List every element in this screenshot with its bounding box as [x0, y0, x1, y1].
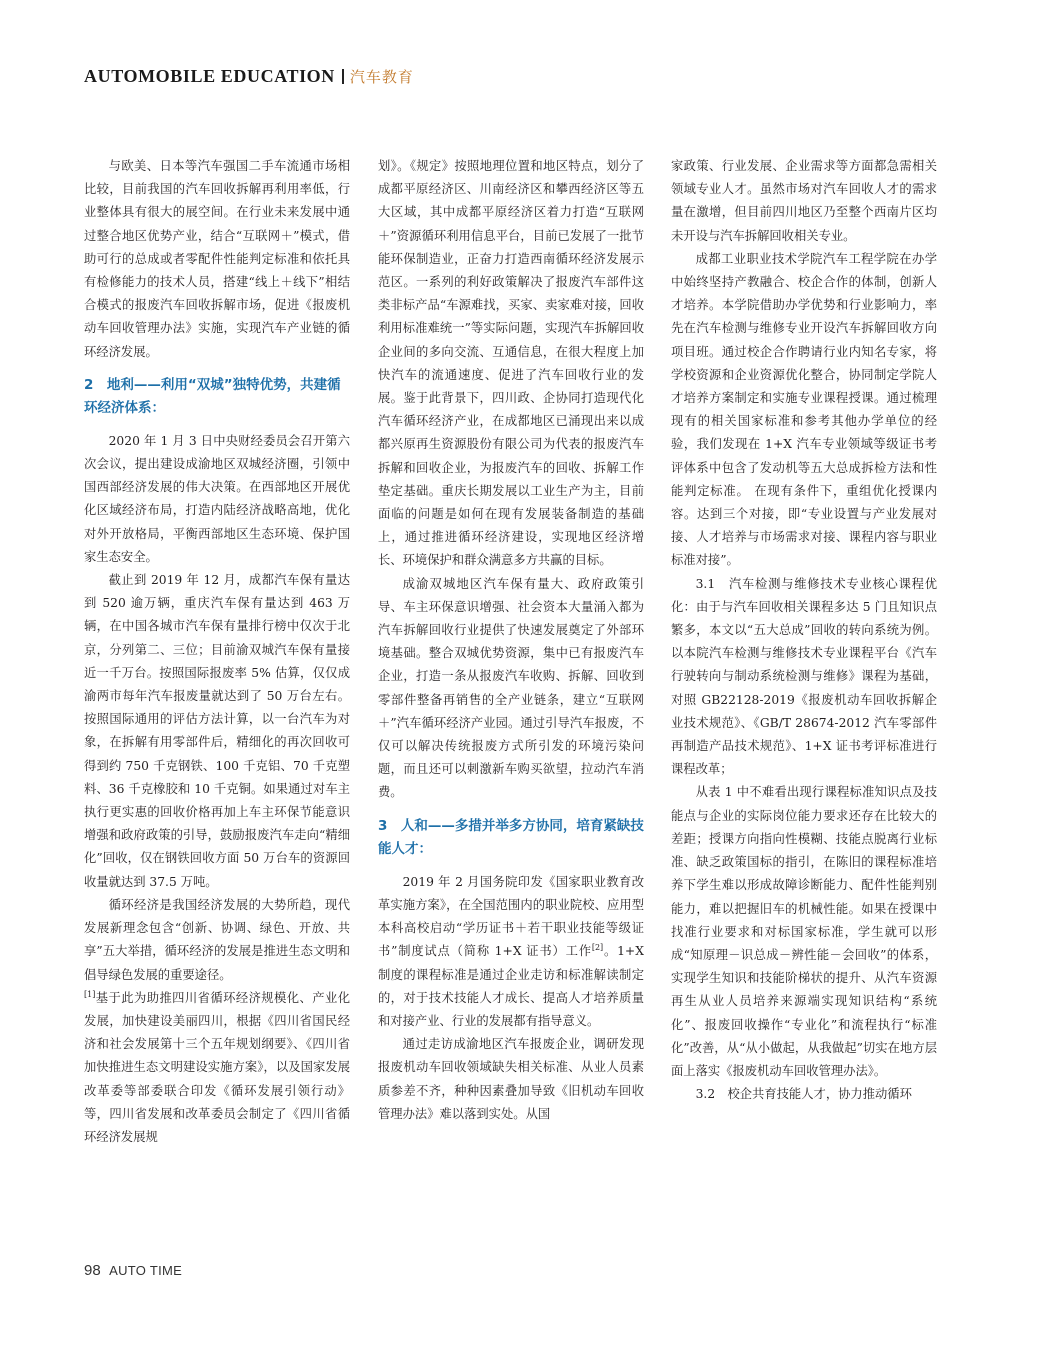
- paragraph-text: 2019 年 2 月国务院印发《国家职业教育改革实施方案》，在全国范围内的职业院校、应用型本科高校启动“学历证书＋若干职业技能等级证书”制度试点（简称 1+X 证书）工作: [378, 874, 644, 959]
- running-header: [84, 64, 414, 88]
- page-number: 98: [84, 1262, 101, 1279]
- paragraph: 成都工业职业技术学院汽车工程学院在办学中始终坚持产教融合、校企合作的体制，创新人才培养。本学院借助办学优势和行业影响力，率先在汽车检测与维修专业开设汽车拆解回收方向项目班。通过校企合作聘请行业内知名专家，将学校资源和企业资源优化整合，协同制定学院人才培养方案制定和实施专业课程授课。通过梳理现有的相关国家标准和参考其他办学单位的经验，我们发现在 1+X 汽车专业领域等级证书考评体系中包含了发动机等五大总成拆检方法和性能判定标准。 在现有条件下，重组优化授课内容。达到三个对接，即“专业设置与产业发展对接、人才培养与市场需求对接、课程内容与职业标准对接”。: [671, 251, 937, 568]
- paragraph: 与欧美、日本等汽车强国二手车流通市场相比较，目前我国的汽车回收拆解再利用率低，行业整体具有很大的展空间。在行业未来发展中通过整合地区优势产业，结合“互联网＋”模式，借助可行的总成或者零配件性能判定标准和依托具有检修能力的技术人员，搭建“线上＋线下”相结合模式的报废汽车回收拆解市场，促进《报废机动车回收管理办法》实施，实现汽车产业链的循环经济发展。: [84, 159, 350, 359]
- paragraph-continued: 划》。《规定》按照地理位置和地区特点，划分了成都平原经济区、川南经济区和攀西经济区等五大区域，其中成都平原经济区着力打造“互联网＋”资源循环利用信息平台，目前已发展了一批节能环保制造业，正奋力打造西南循环经济发展示范区。一系列的利好政策解决了报废汽车部件这类非标产品“车源难找，买家、卖家难对接，回收利用标准难统一”等实际问题，实现汽车拆解回收企业间的多向交流、互通信息，在很大程度上加快汽车的流通速度、促进了汽车回收行业的发展。鉴于此背景下，四川政、企协同打造现代化汽车循环经济产业，在成都地区已涌现出来以成都兴原再生资源股份有限公司为代表的报废汽车拆解和回收企业，为报废汽车的回收、拆解工作垫定基础。重庆长期发展以工业生产为主，目前面临的问题是如何在现有发展装备制造的基础上，通过推进循环经济建设，实现地区经济增长、环境保护和群众满意多方共赢的目标。: [378, 159, 644, 568]
- paragraph-text: 。1+X 制度的课程标准是通过企业走访和标准解读制定的，对于技术技能人才成长、提高人才培养质量和对接产业、行业的发展都有指导意义。: [378, 944, 644, 1028]
- citation-ref: [2]: [591, 943, 604, 953]
- paragraph: 截止到 2019 年 12 月，成都汽车保有量达到 520 逾万辆，重庆汽车保有量达到 463 万辆，在中国各城市汽车保有量排行榜中仅次于北京，分列第二、三位；目前渝双城汽车保有量接近一千万台。按照国际报废率 5% 估算，仅仅成渝两市每年汽车报废量就达到了 50 万台左右。按照国际通用的评估方法计算，以一台汽车为对象，在拆解有用零部件后，精细化的再次回收可得到约 750 千克钢铁、100 千克铝、70 千克塑料、36 千克橡胶和 10 千克铜。如果通过对车主执行更实惠的回收价格再加上车主环保节能意识增强和政府政策的引导，鼓励报废汽车走向“精细化”回收，仅在钢铁回收方面 50 万台车的资源回收量就达到 37.5 万吨。: [84, 573, 350, 889]
- paragraph-text: 基于此为助推四川省循环经济规模化、产业化发展，加快建设美丽四川，根据《四川省国民经济和社会发展第十三个五年规划纲要》、《四川省加快推进生态文明建设实施方案》，以及国家发展改革委等部委联合印发《循环发展引领行动》等，四川省发展和改革委员会制定了《四川省循环经济发展规: [84, 990, 350, 1144]
- header-title-en: AUTOMOBILE EDUCATION: [84, 65, 335, 86]
- header-divider: [342, 69, 344, 84]
- paragraph: 从表 1 中不难看出现行课程标准知识点及技能点与企业的实际岗位能力要求还存在比较大的差距；授课方向指向性模糊、技能点脱离行业标准、缺乏政策国标的指引，在陈旧的课程标准培养下学生难以形成故障诊断能力、配件性能判别能力，难以把握旧车的机械性能。如果在授课中找准行业要求和对标国家标准，学生就可以形成“知原理－识总成－辨性能－会回收”的体系，实现学生知识和技能阶梯状的提升、从汽车资源再生从业人员培养来源端实现知识结构“系统化”、报废回收操作“专业化”和流程执行“标准化”改善，从“从小做起，从我做起”切实在地方层面上落实《报废机动车回收管理办法》。: [671, 785, 937, 1078]
- paragraph: 2020 年 1 月 3 日中央财经委员会召开第六次会议，提出建设成渝地区双城经济圈，引领中国西部经济发展的伟大决策。在西部地区开展优化区域经济布局，打造内陆经济战略高地，优化对外开放格局，平衡西部地区生态环境、保护国家生态安全。: [84, 433, 350, 564]
- paragraph: 3.2 校企共育技能人才，协力推动循环: [695, 1087, 912, 1102]
- text-column-2: [378, 155, 644, 1205]
- paragraph: 循环经济是我国经济发展的大势所趋，现代发展新理念包含“创新、协调、绿色、开放、共享”五大举措，循环经济的发展是推进生态文明和倡导绿色发展的重要途径。: [84, 897, 350, 982]
- page-footer: [84, 1262, 182, 1280]
- text-column-1: [84, 155, 350, 1205]
- paragraph-with-citation: [378, 871, 644, 1033]
- text-column-3: [671, 155, 937, 1205]
- paragraph: 通过走访成渝地区汽车报废企业，调研发现报废机动车回收领域缺失相关标准、从业人员素质参差不齐，种种因素叠加导致《旧机动车回收管理办法》难以落到实处。从国: [378, 1037, 644, 1121]
- paragraph-with-citation: [84, 987, 350, 1149]
- section-heading: 2 地利——利用“双城”独特优势，共建循环经济体系：: [84, 376, 341, 416]
- paragraph-continued: 家政策、行业发展、企业需求等方面都急需相关领域专业人才。虽然市场对汽车回收人才的需求量在激增，但目前四川地区乃至整个西南片区均未开设与汽车拆解回收相关专业。: [671, 159, 937, 243]
- magazine-name: AUTO TIME: [109, 1263, 183, 1278]
- header-title-cn: 汽车教育: [349, 67, 414, 86]
- paragraph: 3.1 汽车检测与维修技术专业核心课程优化：由于与汽车回收相关课程多达 5 门且知识点繁多，本文以“五大总成”回收的转向系统为例。以本院汽车检测与维修技术专业课程平台《汽车行驶转向与制动系统检测与维修》课程为基础，对照 GB22128-2019《报废机动车回收拆解企业技术规范》、《GB/T 28674-2012 汽车零部件再制造产品技术规范》、1+X 证书考评标准进行课程改革；: [671, 576, 937, 777]
- section-heading: 3 人和——多措并举多方协同，培育紧缺技能人才：: [378, 817, 644, 857]
- paragraph: 成渝双城地区汽车保有量大、政府政策引导、车主环保意识增强、社会资本大量涌入都为汽车拆解回收行业提供了快速发展奠定了外部环境基础。整合双城优势资源，集中已有报废汽车企业，打造一条从报废汽车收购、拆解、回收到零部件整备再销售的全产业链条，建立“互联网＋”汽车循环经济产业园。通过引导汽车报废，不仅可以解决传统报废方式所引发的环境污染问题，而且还可以刺激新车购买欲望，拉动汽车消费。: [378, 576, 644, 800]
- citation-ref: [1]: [84, 989, 96, 999]
